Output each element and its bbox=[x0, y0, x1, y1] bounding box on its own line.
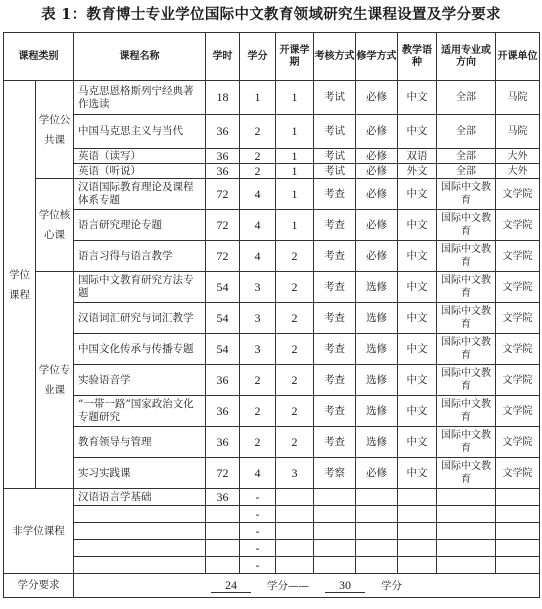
course-applicable-major: 国际中文教育 bbox=[437, 334, 496, 365]
header-category: 课程类别 bbox=[4, 33, 74, 81]
course-credits: 3 bbox=[240, 334, 276, 365]
table-row bbox=[4, 149, 540, 164]
course-credits: 4 bbox=[240, 241, 276, 272]
course-credits: 2 bbox=[240, 396, 276, 427]
course-hours: 36 bbox=[206, 115, 240, 149]
course-assessment: 考试 bbox=[314, 81, 356, 115]
course-unit: 文学院 bbox=[496, 303, 540, 334]
course-applicable-major: 国际中文教育 bbox=[437, 458, 496, 489]
course-name bbox=[74, 506, 206, 523]
course-applicable-major: 全部 bbox=[437, 115, 496, 149]
course-name: 语言研究理论专题 bbox=[74, 210, 206, 241]
course-credits: 2 bbox=[240, 365, 276, 396]
course-language: 中文 bbox=[398, 81, 437, 115]
table-row bbox=[4, 506, 540, 523]
course-hours: 54 bbox=[206, 334, 240, 365]
course-credits: - bbox=[240, 540, 276, 557]
course-assessment: 考查 bbox=[314, 179, 356, 210]
empty-cell bbox=[314, 523, 356, 540]
table-row bbox=[4, 303, 540, 334]
credit-max: 30 bbox=[325, 579, 365, 593]
empty-cell bbox=[437, 506, 496, 523]
course-hours bbox=[206, 506, 240, 523]
course-credits: - bbox=[240, 489, 276, 506]
course-study-type: 必修 bbox=[356, 149, 398, 164]
course-credits: 4 bbox=[240, 210, 276, 241]
course-language: 中文 bbox=[398, 365, 437, 396]
course-assessment: 考查 bbox=[314, 303, 356, 334]
course-hours: 36 bbox=[206, 149, 240, 164]
empty-cell bbox=[314, 506, 356, 523]
empty-cell bbox=[276, 489, 314, 506]
course-name: “一带一路”国家政治文化专题研究 bbox=[74, 396, 206, 427]
course-study-type: 必修 bbox=[356, 458, 398, 489]
course-language: 中文 bbox=[398, 396, 437, 427]
course-applicable-major: 国际中文教育 bbox=[437, 303, 496, 334]
course-unit: 文学院 bbox=[496, 396, 540, 427]
course-applicable-major: 全部 bbox=[437, 164, 496, 179]
empty-cell bbox=[496, 540, 540, 557]
group-major-courses: 学位专业课 bbox=[36, 272, 74, 489]
empty-cell bbox=[398, 523, 437, 540]
group-degree-courses: 学位课程 bbox=[4, 81, 36, 489]
course-semester: 1 bbox=[276, 149, 314, 164]
course-name bbox=[74, 523, 206, 540]
course-semester: 1 bbox=[276, 210, 314, 241]
course-assessment: 考查 bbox=[314, 427, 356, 458]
course-semester: 1 bbox=[276, 115, 314, 149]
course-credits: 2 bbox=[240, 149, 276, 164]
course-assessment: 考查 bbox=[314, 272, 356, 303]
course-semester: 1 bbox=[276, 164, 314, 179]
course-credits: 2 bbox=[240, 115, 276, 149]
empty-cell bbox=[437, 489, 496, 506]
course-assessment: 考查 bbox=[314, 334, 356, 365]
course-assessment: 考查 bbox=[314, 241, 356, 272]
course-study-type: 必修 bbox=[356, 210, 398, 241]
course-assessment: 考查 bbox=[314, 365, 356, 396]
course-semester: 1 bbox=[276, 179, 314, 210]
course-language: 中文 bbox=[398, 427, 437, 458]
course-assessment: 考试 bbox=[314, 149, 356, 164]
course-semester: 3 bbox=[276, 458, 314, 489]
course-hours: 72 bbox=[206, 179, 240, 210]
header-row bbox=[4, 33, 540, 81]
header-applicable-major: 适用专业或方向 bbox=[437, 33, 496, 81]
course-study-type: 必修 bbox=[356, 179, 398, 210]
course-applicable-major: 国际中文教育 bbox=[437, 210, 496, 241]
course-semester: 2 bbox=[276, 365, 314, 396]
course-semester: 2 bbox=[276, 303, 314, 334]
course-unit: 文学院 bbox=[496, 179, 540, 210]
course-language: 中文 bbox=[398, 303, 437, 334]
course-semester: 2 bbox=[276, 427, 314, 458]
empty-cell bbox=[437, 557, 496, 574]
empty-cell bbox=[356, 489, 398, 506]
course-hours bbox=[206, 540, 240, 557]
course-unit: 马院 bbox=[496, 115, 540, 149]
table-row bbox=[4, 557, 540, 574]
course-unit: 文学院 bbox=[496, 427, 540, 458]
course-assessment: 考试 bbox=[314, 164, 356, 179]
course-applicable-major: 国际中文教育 bbox=[437, 427, 496, 458]
course-language: 中文 bbox=[398, 241, 437, 272]
header-unit: 开课单位 bbox=[496, 33, 540, 81]
empty-cell bbox=[276, 523, 314, 540]
empty-cell bbox=[496, 489, 540, 506]
course-credits: 4 bbox=[240, 179, 276, 210]
course-hours: 36 bbox=[206, 427, 240, 458]
empty-cell bbox=[398, 506, 437, 523]
course-unit: 文学院 bbox=[496, 334, 540, 365]
course-credits: 3 bbox=[240, 272, 276, 303]
course-language: 中文 bbox=[398, 334, 437, 365]
course-applicable-major: 国际中文教育 bbox=[437, 396, 496, 427]
course-name: 中国马克思主义与当代 bbox=[74, 115, 206, 149]
course-unit: 文学院 bbox=[496, 365, 540, 396]
course-credits: 3 bbox=[240, 303, 276, 334]
course-credits: - bbox=[240, 523, 276, 540]
course-credits: 1 bbox=[240, 81, 276, 115]
table-row bbox=[4, 210, 540, 241]
course-credits: - bbox=[240, 506, 276, 523]
course-hours bbox=[206, 557, 240, 574]
course-assessment: 考查 bbox=[314, 396, 356, 427]
course-applicable-major: 全部 bbox=[437, 149, 496, 164]
empty-cell bbox=[356, 540, 398, 557]
course-semester: 2 bbox=[276, 241, 314, 272]
empty-cell bbox=[496, 506, 540, 523]
table-row bbox=[4, 179, 540, 210]
group-nondegree-courses: 非学位课程 bbox=[4, 489, 74, 574]
course-language: 中文 bbox=[398, 272, 437, 303]
group-public-courses: 学位公共课 bbox=[36, 81, 74, 179]
empty-cell bbox=[276, 540, 314, 557]
empty-cell bbox=[314, 489, 356, 506]
course-credits: - bbox=[240, 557, 276, 574]
credit-min: 24 bbox=[211, 579, 251, 593]
curriculum-table bbox=[3, 32, 540, 598]
empty-cell bbox=[276, 557, 314, 574]
course-hours: 54 bbox=[206, 272, 240, 303]
course-language: 中文 bbox=[398, 210, 437, 241]
course-name: 语言习得与语言教学 bbox=[74, 241, 206, 272]
empty-cell bbox=[496, 523, 540, 540]
course-study-type: 必修 bbox=[356, 115, 398, 149]
header-assessment: 考核方式 bbox=[314, 33, 356, 81]
empty-cell bbox=[398, 489, 437, 506]
course-semester: 1 bbox=[276, 81, 314, 115]
header-language: 教学语种 bbox=[398, 33, 437, 81]
course-language: 中文 bbox=[398, 115, 437, 149]
course-name: 教育领导与管理 bbox=[74, 427, 206, 458]
course-applicable-major: 国际中文教育 bbox=[437, 179, 496, 210]
course-name: 实验语音学 bbox=[74, 365, 206, 396]
course-language: 双语 bbox=[398, 149, 437, 164]
course-unit: 大外 bbox=[496, 149, 540, 164]
credit-requirement-label: 学分要求 bbox=[4, 574, 74, 598]
course-name: 国际中文教育研究方法专题 bbox=[74, 272, 206, 303]
credit-requirement-row bbox=[4, 574, 540, 598]
header-credits: 学分 bbox=[240, 33, 276, 81]
course-unit: 文学院 bbox=[496, 241, 540, 272]
empty-cell bbox=[437, 540, 496, 557]
table-row bbox=[4, 81, 540, 115]
table-row bbox=[4, 164, 540, 179]
course-name bbox=[74, 540, 206, 557]
course-assessment: 考试 bbox=[314, 115, 356, 149]
course-study-type: 选修 bbox=[356, 427, 398, 458]
course-study-type: 选修 bbox=[356, 334, 398, 365]
course-hours: 36 bbox=[206, 396, 240, 427]
header-study-type: 修学方式 bbox=[356, 33, 398, 81]
course-name: 中国文化传承与传播专题 bbox=[74, 334, 206, 365]
course-hours: 72 bbox=[206, 241, 240, 272]
course-name: 实习实践课 bbox=[74, 458, 206, 489]
course-unit: 文学院 bbox=[496, 272, 540, 303]
course-semester: 2 bbox=[276, 272, 314, 303]
course-name: 英语（读写） bbox=[74, 149, 206, 164]
course-name: 汉语国际教育理论及课程体系专题 bbox=[74, 179, 206, 210]
table-row bbox=[4, 540, 540, 557]
course-hours: 54 bbox=[206, 303, 240, 334]
course-name: 英语（听说） bbox=[74, 164, 206, 179]
course-hours: 36 bbox=[206, 365, 240, 396]
course-assessment: 考查 bbox=[314, 210, 356, 241]
table-row bbox=[4, 427, 540, 458]
course-study-type: 必修 bbox=[356, 164, 398, 179]
credit-unit: 学分 bbox=[381, 579, 402, 592]
course-unit: 大外 bbox=[496, 164, 540, 179]
course-credits: 2 bbox=[240, 427, 276, 458]
empty-cell bbox=[398, 540, 437, 557]
course-study-type: 选修 bbox=[356, 303, 398, 334]
course-language: 外文 bbox=[398, 164, 437, 179]
course-name: 汉语词汇研究与词汇教学 bbox=[74, 303, 206, 334]
table-row bbox=[4, 458, 540, 489]
course-language: 中文 bbox=[398, 179, 437, 210]
table-row bbox=[4, 396, 540, 427]
empty-cell bbox=[356, 523, 398, 540]
course-language: 中文 bbox=[398, 458, 437, 489]
empty-cell bbox=[356, 557, 398, 574]
empty-cell bbox=[496, 557, 540, 574]
course-hours: 72 bbox=[206, 210, 240, 241]
course-applicable-major: 全部 bbox=[437, 81, 496, 115]
header-hours: 学时 bbox=[206, 33, 240, 81]
empty-cell bbox=[314, 557, 356, 574]
course-semester: 2 bbox=[276, 396, 314, 427]
course-study-type: 选修 bbox=[356, 365, 398, 396]
table-row bbox=[4, 523, 540, 540]
course-name: 汉语语言学基础 bbox=[74, 489, 206, 506]
course-credits: 2 bbox=[240, 164, 276, 179]
course-applicable-major: 国际中文教育 bbox=[437, 272, 496, 303]
table-row bbox=[4, 115, 540, 149]
course-study-type: 选修 bbox=[356, 272, 398, 303]
course-assessment: 考察 bbox=[314, 458, 356, 489]
course-applicable-major: 国际中文教育 bbox=[437, 365, 496, 396]
empty-cell bbox=[314, 540, 356, 557]
credit-requirement-value bbox=[74, 574, 540, 598]
empty-cell bbox=[276, 506, 314, 523]
empty-cell bbox=[398, 557, 437, 574]
table-row bbox=[4, 272, 540, 303]
course-name: 马克思恩格斯列宁经典著作选读 bbox=[74, 81, 206, 115]
table-row bbox=[4, 365, 540, 396]
course-study-type: 必修 bbox=[356, 81, 398, 115]
course-applicable-major: 国际中文教育 bbox=[437, 241, 496, 272]
empty-cell bbox=[437, 523, 496, 540]
header-course-name: 课程名称 bbox=[74, 33, 206, 81]
course-unit: 马院 bbox=[496, 81, 540, 115]
group-core-courses: 学位核心课 bbox=[36, 179, 74, 272]
credit-sep: 学分—— bbox=[267, 579, 309, 592]
course-hours: 36 bbox=[206, 489, 240, 506]
table-row bbox=[4, 334, 540, 365]
header-semester: 开课学期 bbox=[276, 33, 314, 81]
table-row bbox=[4, 489, 540, 506]
course-hours: 36 bbox=[206, 164, 240, 179]
table-title: 表 1：教育博士专业学位国际中文教育领域研究生课程设置及学分要求 bbox=[41, 6, 501, 23]
course-unit: 文学院 bbox=[496, 458, 540, 489]
course-semester: 2 bbox=[276, 334, 314, 365]
course-hours: 72 bbox=[206, 458, 240, 489]
course-hours bbox=[206, 523, 240, 540]
course-hours: 18 bbox=[206, 81, 240, 115]
empty-cell bbox=[356, 506, 398, 523]
table-row bbox=[4, 241, 540, 272]
course-study-type: 选修 bbox=[356, 396, 398, 427]
course-unit: 文学院 bbox=[496, 210, 540, 241]
course-name bbox=[74, 557, 206, 574]
course-credits: 4 bbox=[240, 458, 276, 489]
course-study-type: 必修 bbox=[356, 241, 398, 272]
